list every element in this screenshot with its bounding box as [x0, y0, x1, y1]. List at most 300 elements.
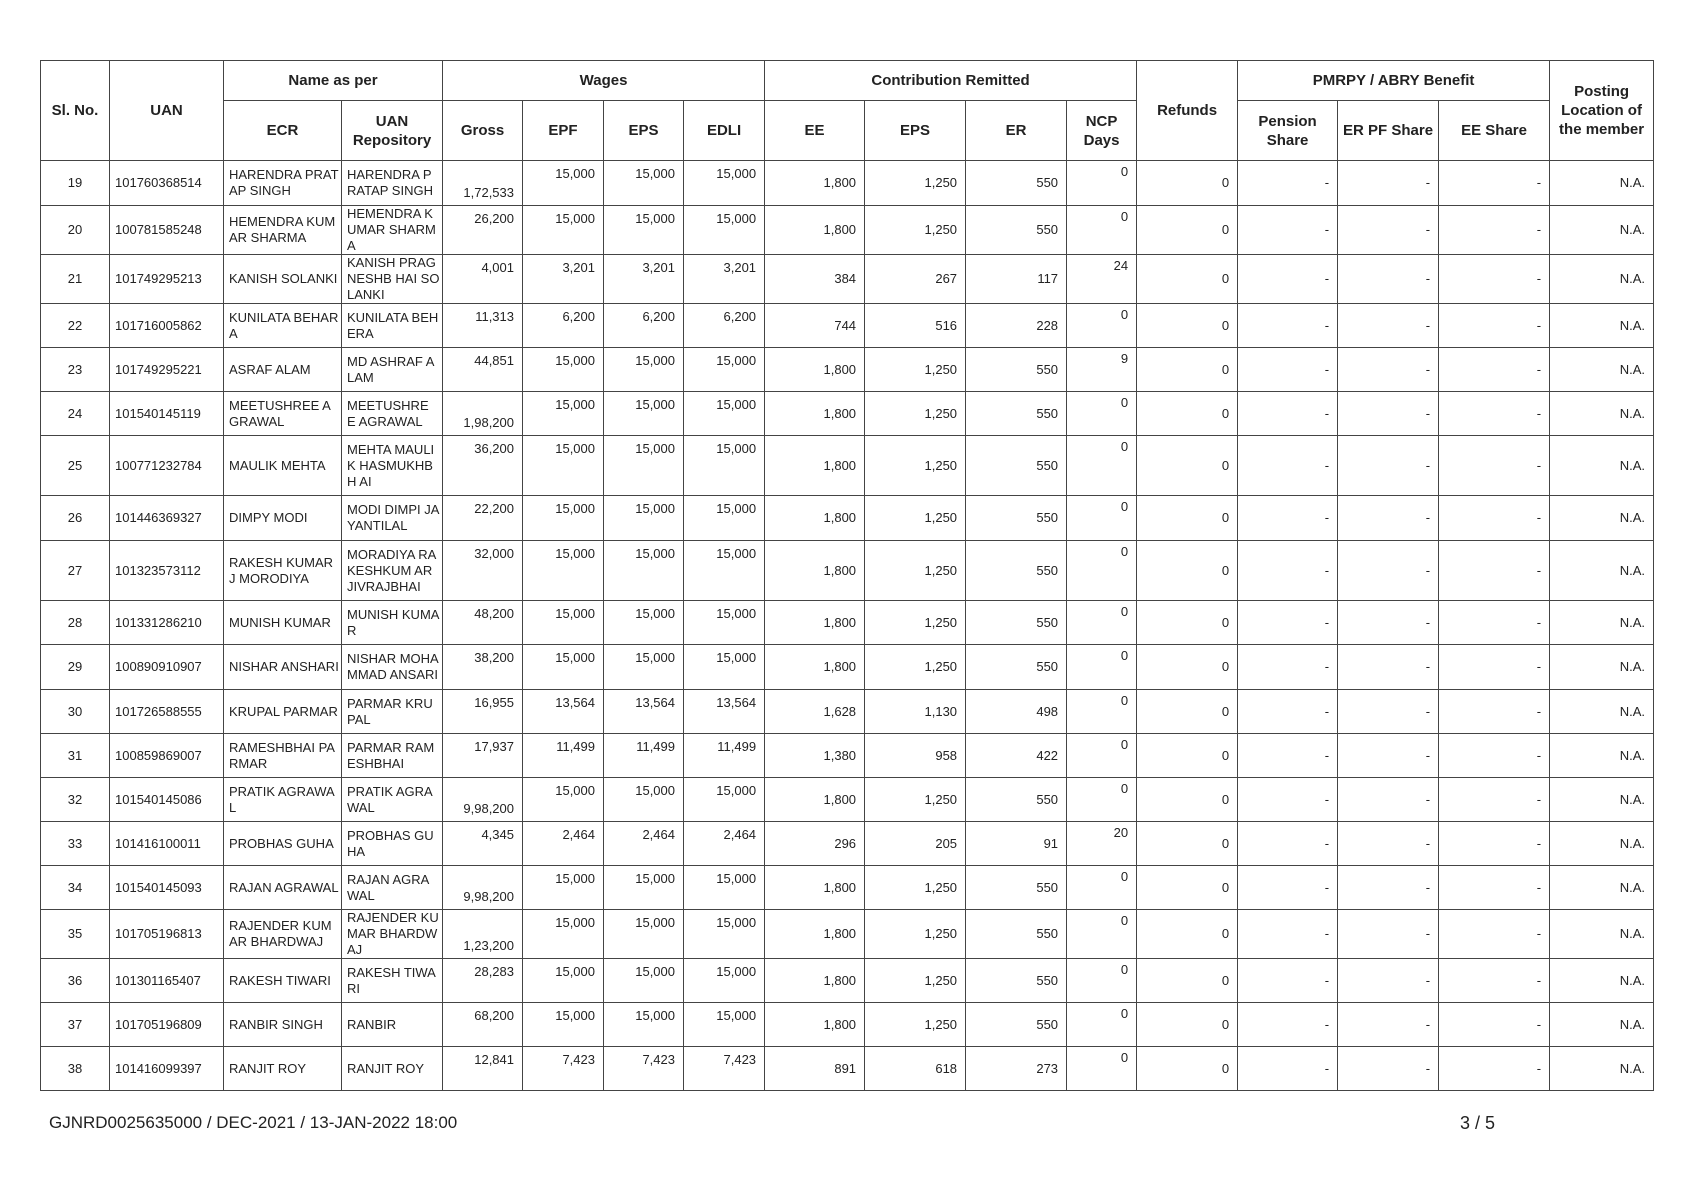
cell-posting-location: N.A.: [1550, 690, 1654, 734]
cell-contribution-eps: 618: [865, 1047, 966, 1091]
cell-sl-no: 35: [41, 910, 110, 959]
cell-name-ecr: RAJENDER KUMAR BHARDWAJ: [224, 910, 342, 959]
cell-ee: 1,800: [765, 161, 865, 206]
cell-contribution-eps: 1,250: [865, 1003, 966, 1047]
cell-gross: 1,23,200: [443, 910, 523, 959]
cell-posting-location: N.A.: [1550, 436, 1654, 496]
cell-er-pf-share: -: [1338, 959, 1439, 1003]
cell-name-ecr: RANBIR SINGH: [224, 1003, 342, 1047]
cell-ncp-days: 0: [1067, 959, 1137, 1003]
cell-refunds: 0: [1137, 822, 1238, 866]
cell-refunds: 0: [1137, 392, 1238, 436]
footer-page-number: 3 / 5: [1460, 1113, 1496, 1133]
cell-name-uan-repository: PARMAR RAMESHBHAI: [342, 734, 443, 778]
cell-er-pf-share: -: [1338, 1003, 1439, 1047]
cell-eps: 6,200: [604, 304, 684, 348]
cell-eps: 15,000: [604, 206, 684, 255]
cell-ncp-days: 0: [1067, 161, 1137, 206]
cell-uan: 101331286210: [110, 601, 224, 645]
cell-ee: 1,800: [765, 601, 865, 645]
header-epf: EPF: [523, 101, 604, 161]
cell-pension-share: -: [1238, 496, 1338, 541]
header-edli: EDLI: [684, 101, 765, 161]
cell-name-ecr: MAULIK MEHTA: [224, 436, 342, 496]
cell-epf: 11,499: [523, 734, 604, 778]
cell-uan: 100771232784: [110, 436, 224, 496]
header-uan: UAN: [110, 61, 224, 161]
cell-posting-location: N.A.: [1550, 778, 1654, 822]
table-row: [41, 1047, 1654, 1091]
cell-gross: 28,283: [443, 959, 523, 1003]
cell-edli: 15,000: [684, 778, 765, 822]
cell-name-ecr: RANJIT ROY: [224, 1047, 342, 1091]
cell-contribution-eps: 1,250: [865, 645, 966, 690]
cell-refunds: 0: [1137, 541, 1238, 601]
cell-gross: 22,200: [443, 496, 523, 541]
header-er: ER: [966, 101, 1067, 161]
cell-contribution-eps: 1,250: [865, 436, 966, 496]
cell-epf: 15,000: [523, 645, 604, 690]
cell-name-ecr: PRATIK AGRAWAL: [224, 778, 342, 822]
cell-eps: 7,423: [604, 1047, 684, 1091]
cell-er: 550: [966, 601, 1067, 645]
cell-ee-share: -: [1439, 436, 1550, 496]
cell-pension-share: -: [1238, 304, 1338, 348]
cell-er-pf-share: -: [1338, 436, 1439, 496]
cell-ncp-days: 0: [1067, 778, 1137, 822]
cell-posting-location: N.A.: [1550, 255, 1654, 304]
ecr-statement-sheet: [40, 60, 1651, 1091]
cell-er: 498: [966, 690, 1067, 734]
cell-er-pf-share: -: [1338, 161, 1439, 206]
cell-edli: 15,000: [684, 206, 765, 255]
cell-sl-no: 25: [41, 436, 110, 496]
cell-name-ecr: RAKESH KUMAR J MORODIYA: [224, 541, 342, 601]
cell-ee-share: -: [1439, 959, 1550, 1003]
cell-posting-location: N.A.: [1550, 959, 1654, 1003]
cell-pension-share: -: [1238, 1047, 1338, 1091]
cell-ee: 1,800: [765, 436, 865, 496]
cell-name-uan-repository: MUNISH KUMAR: [342, 601, 443, 645]
cell-pension-share: -: [1238, 910, 1338, 959]
cell-refunds: 0: [1137, 348, 1238, 392]
cell-er-pf-share: -: [1338, 645, 1439, 690]
cell-contribution-eps: 1,250: [865, 161, 966, 206]
cell-ee: 1,800: [765, 541, 865, 601]
cell-gross: 11,313: [443, 304, 523, 348]
cell-ee: 296: [765, 822, 865, 866]
cell-ee: 384: [765, 255, 865, 304]
cell-epf: 13,564: [523, 690, 604, 734]
table-row: [41, 866, 1654, 910]
table-row: [41, 392, 1654, 436]
cell-edli: 15,000: [684, 601, 765, 645]
cell-name-uan-repository: PRATIK AGRAWAL: [342, 778, 443, 822]
table-body: [41, 161, 1654, 1091]
header-ee-share: EE Share: [1439, 101, 1550, 161]
cell-er-pf-share: -: [1338, 541, 1439, 601]
cell-pension-share: -: [1238, 734, 1338, 778]
cell-ee-share: -: [1439, 601, 1550, 645]
cell-edli: 15,000: [684, 866, 765, 910]
cell-posting-location: N.A.: [1550, 734, 1654, 778]
cell-edli: 15,000: [684, 541, 765, 601]
cell-er: 550: [966, 541, 1067, 601]
cell-er: 550: [966, 645, 1067, 690]
cell-name-uan-repository: RAKESH TIWARI: [342, 959, 443, 1003]
cell-epf: 15,000: [523, 1003, 604, 1047]
cell-er-pf-share: -: [1338, 690, 1439, 734]
cell-edli: 15,000: [684, 959, 765, 1003]
cell-gross: 68,200: [443, 1003, 523, 1047]
cell-er-pf-share: -: [1338, 601, 1439, 645]
cell-pension-share: -: [1238, 959, 1338, 1003]
cell-epf: 3,201: [523, 255, 604, 304]
cell-gross: 36,200: [443, 436, 523, 496]
cell-eps: 15,000: [604, 959, 684, 1003]
cell-edli: 6,200: [684, 304, 765, 348]
cell-name-uan-repository: RAJENDER KUMAR BHARDWAJ: [342, 910, 443, 959]
cell-sl-no: 23: [41, 348, 110, 392]
cell-ncp-days: 9: [1067, 348, 1137, 392]
cell-uan: 100781585248: [110, 206, 224, 255]
cell-posting-location: N.A.: [1550, 645, 1654, 690]
table-row: [41, 778, 1654, 822]
cell-eps: 15,000: [604, 496, 684, 541]
cell-ee: 1,800: [765, 1003, 865, 1047]
table-row: [41, 206, 1654, 255]
cell-name-uan-repository: MD ASHRAF ALAM: [342, 348, 443, 392]
header-gross: Gross: [443, 101, 523, 161]
cell-edli: 15,000: [684, 161, 765, 206]
cell-name-ecr: ASRAF ALAM: [224, 348, 342, 392]
header-eps: EPS: [604, 101, 684, 161]
cell-edli: 7,423: [684, 1047, 765, 1091]
cell-uan: 101760368514: [110, 161, 224, 206]
cell-uan: 101749295213: [110, 255, 224, 304]
cell-sl-no: 24: [41, 392, 110, 436]
cell-ee-share: -: [1439, 734, 1550, 778]
cell-refunds: 0: [1137, 496, 1238, 541]
cell-edli: 15,000: [684, 436, 765, 496]
cell-eps: 15,000: [604, 910, 684, 959]
cell-sl-no: 19: [41, 161, 110, 206]
cell-epf: 15,000: [523, 206, 604, 255]
cell-epf: 15,000: [523, 601, 604, 645]
cell-refunds: 0: [1137, 206, 1238, 255]
cell-edli: 3,201: [684, 255, 765, 304]
cell-gross: 26,200: [443, 206, 523, 255]
cell-ee: 744: [765, 304, 865, 348]
cell-epf: 2,464: [523, 822, 604, 866]
cell-uan: 101540145119: [110, 392, 224, 436]
header-uan-repository: UAN Repository: [342, 101, 443, 161]
cell-posting-location: N.A.: [1550, 206, 1654, 255]
cell-edli: 15,000: [684, 392, 765, 436]
cell-posting-location: N.A.: [1550, 541, 1654, 601]
cell-name-ecr: RAKESH TIWARI: [224, 959, 342, 1003]
cell-ncp-days: 0: [1067, 645, 1137, 690]
cell-posting-location: N.A.: [1550, 822, 1654, 866]
cell-refunds: 0: [1137, 866, 1238, 910]
cell-name-ecr: HEMENDRA KUMAR SHARMA: [224, 206, 342, 255]
cell-name-ecr: KANISH SOLANKI: [224, 255, 342, 304]
cell-ee-share: -: [1439, 1003, 1550, 1047]
cell-uan: 101416099397: [110, 1047, 224, 1091]
cell-pension-share: -: [1238, 541, 1338, 601]
cell-sl-no: 36: [41, 959, 110, 1003]
cell-ee-share: -: [1439, 645, 1550, 690]
cell-ee-share: -: [1439, 541, 1550, 601]
cell-refunds: 0: [1137, 1047, 1238, 1091]
cell-er: 550: [966, 910, 1067, 959]
cell-ncp-days: 0: [1067, 601, 1137, 645]
cell-er-pf-share: -: [1338, 734, 1439, 778]
cell-sl-no: 32: [41, 778, 110, 822]
header-er-pf-share: ER PF Share: [1338, 101, 1439, 161]
cell-epf: 7,423: [523, 1047, 604, 1091]
cell-gross: 9,98,200: [443, 778, 523, 822]
cell-sl-no: 30: [41, 690, 110, 734]
cell-eps: 15,000: [604, 541, 684, 601]
cell-pension-share: -: [1238, 778, 1338, 822]
cell-ncp-days: 0: [1067, 206, 1137, 255]
cell-refunds: 0: [1137, 778, 1238, 822]
cell-contribution-eps: 1,250: [865, 778, 966, 822]
table-row: [41, 645, 1654, 690]
cell-eps: 3,201: [604, 255, 684, 304]
cell-eps: 15,000: [604, 1003, 684, 1047]
cell-sl-no: 31: [41, 734, 110, 778]
cell-epf: 15,000: [523, 866, 604, 910]
cell-posting-location: N.A.: [1550, 1047, 1654, 1091]
cell-er: 273: [966, 1047, 1067, 1091]
cell-ee: 1,800: [765, 645, 865, 690]
cell-ee-share: -: [1439, 690, 1550, 734]
cell-er-pf-share: -: [1338, 866, 1439, 910]
cell-epf: 6,200: [523, 304, 604, 348]
cell-eps: 15,000: [604, 348, 684, 392]
cell-gross: 38,200: [443, 645, 523, 690]
cell-gross: 32,000: [443, 541, 523, 601]
cell-epf: 15,000: [523, 496, 604, 541]
cell-er-pf-share: -: [1338, 206, 1439, 255]
cell-er-pf-share: -: [1338, 910, 1439, 959]
cell-name-ecr: KRUPAL PARMAR: [224, 690, 342, 734]
cell-uan: 101446369327: [110, 496, 224, 541]
cell-ee: 1,800: [765, 866, 865, 910]
cell-er: 117: [966, 255, 1067, 304]
cell-pension-share: -: [1238, 866, 1338, 910]
cell-er: 550: [966, 161, 1067, 206]
cell-name-ecr: RAMESHBHAI PARMAR: [224, 734, 342, 778]
cell-name-uan-repository: RANBIR: [342, 1003, 443, 1047]
cell-er-pf-share: -: [1338, 255, 1439, 304]
cell-ee: 1,800: [765, 392, 865, 436]
cell-pension-share: -: [1238, 690, 1338, 734]
cell-eps: 13,564: [604, 690, 684, 734]
cell-name-uan-repository: HARENDRA PRATAP SINGH: [342, 161, 443, 206]
table-row: [41, 348, 1654, 392]
table-row: [41, 601, 1654, 645]
cell-er: 228: [966, 304, 1067, 348]
cell-contribution-eps: 205: [865, 822, 966, 866]
cell-gross: 4,001: [443, 255, 523, 304]
cell-posting-location: N.A.: [1550, 348, 1654, 392]
cell-ee: 1,800: [765, 778, 865, 822]
cell-name-uan-repository: MEHTA MAULIK HASMUKHBH AI: [342, 436, 443, 496]
cell-eps: 2,464: [604, 822, 684, 866]
cell-uan: 101705196809: [110, 1003, 224, 1047]
cell-name-uan-repository: PARMAR KRUPAL: [342, 690, 443, 734]
table-row: [41, 822, 1654, 866]
cell-contribution-eps: 1,250: [865, 541, 966, 601]
cell-ee-share: -: [1439, 348, 1550, 392]
footer-reference: GJNRD0025635000 / DEC-2021 / 13-JAN-2022 18:00: [49, 1113, 458, 1132]
cell-pension-share: -: [1238, 645, 1338, 690]
cell-contribution-eps: 1,250: [865, 959, 966, 1003]
cell-pension-share: -: [1238, 392, 1338, 436]
cell-uan: 101540145086: [110, 778, 224, 822]
cell-name-ecr: MEETUSHREE AGRAWAL: [224, 392, 342, 436]
cell-er: 550: [966, 436, 1067, 496]
cell-ee: 1,800: [765, 910, 865, 959]
cell-pension-share: -: [1238, 822, 1338, 866]
cell-er-pf-share: -: [1338, 778, 1439, 822]
table-row: [41, 496, 1654, 541]
cell-uan: 101416100011: [110, 822, 224, 866]
header-refunds: Refunds: [1137, 61, 1238, 161]
cell-er-pf-share: -: [1338, 822, 1439, 866]
header-pension-share: Pension Share: [1238, 101, 1338, 161]
cell-name-uan-repository: MORADIYA RAKESHKUM AR JIVRAJBHAI: [342, 541, 443, 601]
cell-edli: 13,564: [684, 690, 765, 734]
cell-ee: 1,800: [765, 496, 865, 541]
contribution-table: [40, 60, 1654, 1091]
table-row: [41, 436, 1654, 496]
cell-er-pf-share: -: [1338, 496, 1439, 541]
cell-ee: 1,628: [765, 690, 865, 734]
cell-edli: 15,000: [684, 348, 765, 392]
cell-name-uan-repository: HEMENDRA KUMAR SHARMA: [342, 206, 443, 255]
cell-er: 550: [966, 348, 1067, 392]
cell-ee-share: -: [1439, 304, 1550, 348]
header-sl-no: Sl. No.: [41, 61, 110, 161]
cell-contribution-eps: 1,250: [865, 206, 966, 255]
cell-refunds: 0: [1137, 161, 1238, 206]
cell-ncp-days: 0: [1067, 1003, 1137, 1047]
cell-contribution-eps: 1,250: [865, 866, 966, 910]
table-row: [41, 690, 1654, 734]
cell-contribution-eps: 1,250: [865, 348, 966, 392]
cell-ee: 1,800: [765, 206, 865, 255]
cell-er: 550: [966, 392, 1067, 436]
cell-name-ecr: MUNISH KUMAR: [224, 601, 342, 645]
cell-posting-location: N.A.: [1550, 910, 1654, 959]
cell-uan: 101301165407: [110, 959, 224, 1003]
cell-sl-no: 28: [41, 601, 110, 645]
cell-er-pf-share: -: [1338, 304, 1439, 348]
cell-contribution-eps: 1,250: [865, 601, 966, 645]
cell-ncp-days: 0: [1067, 690, 1137, 734]
cell-epf: 15,000: [523, 161, 604, 206]
header-ncp-days: NCP Days: [1067, 101, 1137, 161]
header-ecr: ECR: [224, 101, 342, 161]
cell-refunds: 0: [1137, 645, 1238, 690]
cell-er-pf-share: -: [1338, 392, 1439, 436]
cell-er: 550: [966, 866, 1067, 910]
cell-gross: 48,200: [443, 601, 523, 645]
cell-uan: 101749295221: [110, 348, 224, 392]
cell-name-uan-repository: RANJIT ROY: [342, 1047, 443, 1091]
cell-sl-no: 34: [41, 866, 110, 910]
cell-eps: 15,000: [604, 436, 684, 496]
cell-gross: 17,937: [443, 734, 523, 778]
cell-name-uan-repository: KUNILATA BEHERA: [342, 304, 443, 348]
cell-name-ecr: PROBHAS GUHA: [224, 822, 342, 866]
cell-er: 550: [966, 206, 1067, 255]
table-row: [41, 161, 1654, 206]
cell-name-ecr: RAJAN AGRAWAL: [224, 866, 342, 910]
cell-ncp-days: 0: [1067, 541, 1137, 601]
cell-ncp-days: 20: [1067, 822, 1137, 866]
cell-uan: 100859869007: [110, 734, 224, 778]
cell-edli: 15,000: [684, 645, 765, 690]
cell-er-pf-share: -: [1338, 348, 1439, 392]
cell-edli: 15,000: [684, 1003, 765, 1047]
cell-contribution-eps: 958: [865, 734, 966, 778]
cell-eps: 15,000: [604, 601, 684, 645]
cell-pension-share: -: [1238, 348, 1338, 392]
header-posting-location: Posting Location of the member: [1550, 61, 1654, 161]
table-row: [41, 255, 1654, 304]
cell-gross: 16,955: [443, 690, 523, 734]
cell-uan: 100890910907: [110, 645, 224, 690]
table-row: [41, 959, 1654, 1003]
cell-sl-no: 26: [41, 496, 110, 541]
cell-epf: 15,000: [523, 541, 604, 601]
cell-gross: 1,72,533: [443, 161, 523, 206]
cell-ncp-days: 0: [1067, 392, 1137, 436]
cell-refunds: 0: [1137, 436, 1238, 496]
cell-posting-location: N.A.: [1550, 496, 1654, 541]
header-ee: EE: [765, 101, 865, 161]
cell-refunds: 0: [1137, 304, 1238, 348]
cell-ncp-days: 0: [1067, 910, 1137, 959]
cell-eps: 15,000: [604, 161, 684, 206]
cell-contribution-eps: 516: [865, 304, 966, 348]
table-row: [41, 734, 1654, 778]
cell-eps: 15,000: [604, 778, 684, 822]
cell-uan: 101716005862: [110, 304, 224, 348]
cell-name-uan-repository: MEETUSHRE E AGRAWAL: [342, 392, 443, 436]
cell-er: 422: [966, 734, 1067, 778]
cell-er: 550: [966, 1003, 1067, 1047]
cell-posting-location: N.A.: [1550, 1003, 1654, 1047]
cell-er: 550: [966, 778, 1067, 822]
cell-eps: 15,000: [604, 645, 684, 690]
cell-uan: 101323573112: [110, 541, 224, 601]
cell-ee-share: -: [1439, 392, 1550, 436]
cell-uan: 101705196813: [110, 910, 224, 959]
cell-refunds: 0: [1137, 910, 1238, 959]
cell-name-ecr: HARENDRA PRATAP SINGH: [224, 161, 342, 206]
header-wages: Wages: [443, 61, 765, 101]
cell-pension-share: -: [1238, 255, 1338, 304]
cell-name-ecr: DIMPY MODI: [224, 496, 342, 541]
cell-edli: 15,000: [684, 496, 765, 541]
cell-ee-share: -: [1439, 778, 1550, 822]
